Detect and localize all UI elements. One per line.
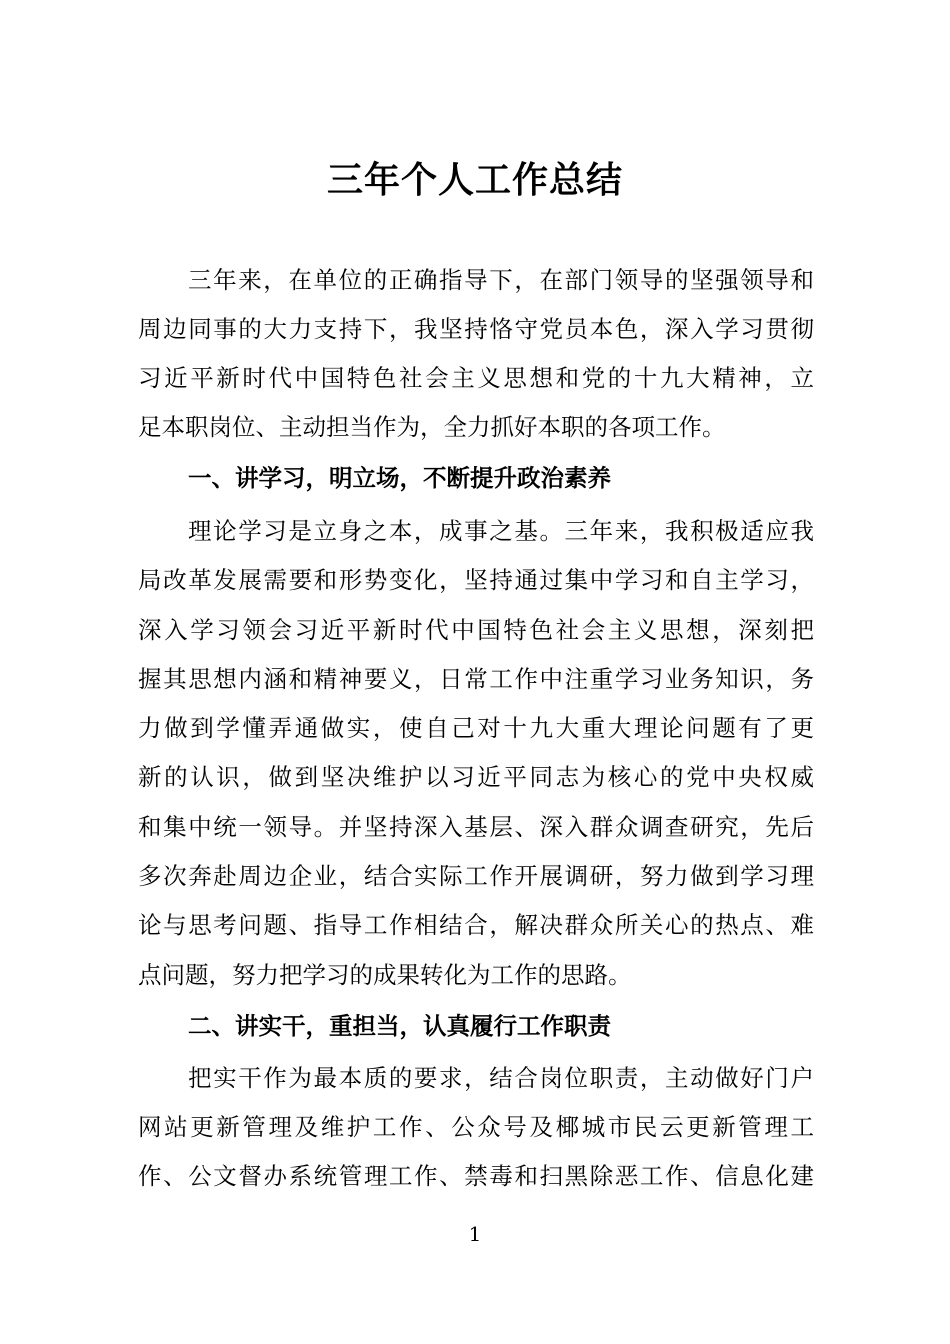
paragraph-line: 三年来，在单位的正确指导下，在部门领导的坚强领导和 (188, 266, 814, 294)
paragraph-line: 论与思考问题、指导工作相结合，解决群众所关心的热点、难 (138, 911, 814, 939)
paragraph-line: 网站更新管理及维护工作、公众号及椰城市民云更新管理工 (138, 1113, 814, 1141)
paragraph-line: 足本职岗位、主动担当作为，全力抓好本职的各项工作。 (138, 413, 726, 441)
paragraph-line: 作、公文督办系统管理工作、禁毒和扫黑除恶工作、信息化建 (138, 1162, 814, 1190)
paragraph-line: 把实干作为最本质的要求，结合岗位职责，主动做好门户 (188, 1064, 814, 1092)
page-number: 1 (468, 1222, 482, 1246)
section-heading-2: 二、讲实干，重担当，认真履行工作职责 (188, 1012, 611, 1040)
paragraph-line: 理论学习是立身之本，成事之基。三年来，我积极适应我 (188, 517, 814, 545)
section-heading-1: 一、讲学习，明立场，不断提升政治素养 (188, 464, 611, 492)
paragraph-line: 握其思想内涵和精神要义，日常工作中注重学习业务知识，务 (138, 665, 814, 693)
paragraph-line: 深入学习领会习近平新时代中国特色社会主义思想，深刻把 (138, 616, 814, 644)
paragraph-line: 习近平新时代中国特色社会主义思想和党的十九大精神，立 (138, 364, 814, 392)
paragraph-line: 多次奔赴周边企业，结合实际工作开展调研，努力做到学习理 (138, 862, 814, 890)
paragraph-line: 力做到学懂弄通做实，使自己对十九大重大理论问题有了更 (138, 714, 814, 742)
paragraph-line: 局改革发展需要和形势变化，坚持通过集中学习和自主学习， (138, 566, 814, 594)
paragraph-line: 和集中统一领导。并坚持深入基层、深入群众调查研究，先后 (138, 813, 814, 841)
paragraph-line: 点问题，努力把学习的成果转化为工作的思路。 (138, 961, 632, 989)
document-title: 三年个人工作总结 (326, 159, 623, 201)
paragraph-line: 新的认识，做到坚决维护以习近平同志为核心的党中央权威 (138, 763, 814, 791)
paragraph-line: 周边同事的大力支持下，我坚持恪守党员本色，深入学习贯彻 (138, 315, 814, 343)
